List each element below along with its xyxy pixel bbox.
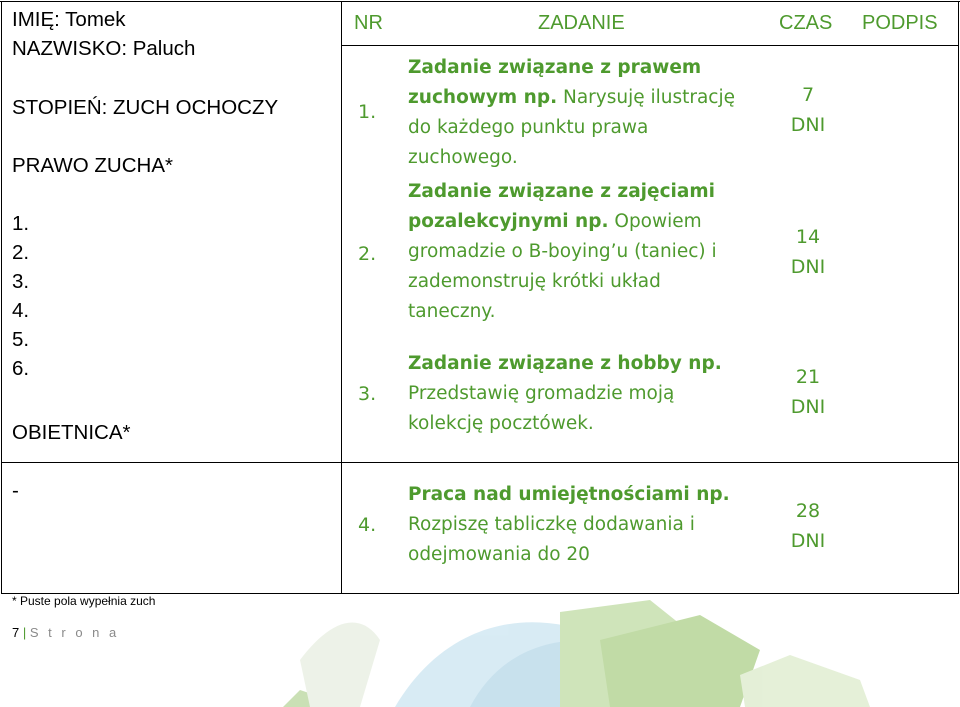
task-line: Przedstawię gromadzie moją	[408, 383, 675, 404]
task-line: Zadanie związane z prawem	[408, 57, 702, 78]
task-description	[408, 349, 722, 439]
law-item: 5.	[12, 328, 30, 351]
header-task: ZADANIE	[538, 12, 625, 34]
footnote: * Puste pola wypełnia zuch	[12, 594, 156, 608]
task-number: 2.	[358, 243, 377, 265]
task-number: 1.	[358, 101, 377, 123]
task-line: odejmowania do 20	[408, 544, 590, 565]
task-time: 7 DNI	[790, 84, 826, 136]
header-time: CZAS	[779, 12, 833, 34]
header-row-divider	[342, 45, 959, 46]
task-line: zademonstruję krótki układ	[408, 271, 661, 292]
dash-mark: -	[12, 479, 19, 502]
task-number: 4.	[358, 514, 377, 536]
task-line: Praca nad umiejętnościami np.	[408, 484, 730, 505]
law-item: 3.	[12, 270, 30, 293]
task-line: kolekcję pocztówek.	[408, 413, 594, 434]
task-line: pozalekcyjnymi np. Opowiem	[408, 211, 702, 232]
task-line: Rozpiszę tabliczkę dodawania i	[408, 514, 695, 535]
task-time: 21 DNI	[790, 366, 826, 418]
law-item: 6.	[12, 357, 30, 380]
task-line: taneczny.	[408, 301, 496, 322]
footer-separator: |	[22, 625, 27, 640]
task-line: zuchowego.	[408, 147, 518, 168]
task-number: 3.	[358, 383, 377, 405]
task-line: gromadzie o B-boying’u (taniec) i	[408, 241, 717, 262]
law-item: 1.	[12, 212, 30, 235]
law-item: 4.	[12, 299, 30, 322]
promise-label: OBIETNICA*	[12, 421, 131, 444]
task-line: do każdego punktu prawa	[408, 117, 649, 138]
task-time: 14 DNI	[790, 226, 826, 278]
rank-label: STOPIEŃ: ZUCH OCHOCZY	[12, 96, 279, 119]
task-time: 28 DNI	[790, 500, 826, 552]
task-line: Zadanie związane z hobby np.	[408, 353, 722, 374]
task-line: Zadanie związane z zajęciami	[408, 181, 715, 202]
page-word: S t r o n a	[29, 625, 120, 640]
main-row-divider	[1, 462, 959, 463]
task-description	[408, 177, 717, 327]
law-item: 2.	[12, 241, 30, 264]
page-footer	[12, 625, 119, 640]
task-line: zuchowym np. Narysuję ilustrację	[408, 87, 736, 108]
table-border-left	[1, 1, 2, 593]
law-label: PRAWO ZUCHA*	[12, 154, 173, 177]
name-label: IMIĘ: Tomek	[12, 8, 126, 31]
surname-label: NAZWISKO: Paluch	[12, 37, 196, 60]
table-border-top	[0, 1, 960, 2]
header-nr: NR	[354, 12, 383, 34]
task-description	[408, 53, 735, 173]
header-signature: PODPIS	[862, 12, 938, 34]
left-column-divider	[341, 1, 342, 593]
page-number: 7	[12, 625, 20, 640]
task-description	[408, 480, 730, 570]
table-border-right	[958, 1, 959, 593]
